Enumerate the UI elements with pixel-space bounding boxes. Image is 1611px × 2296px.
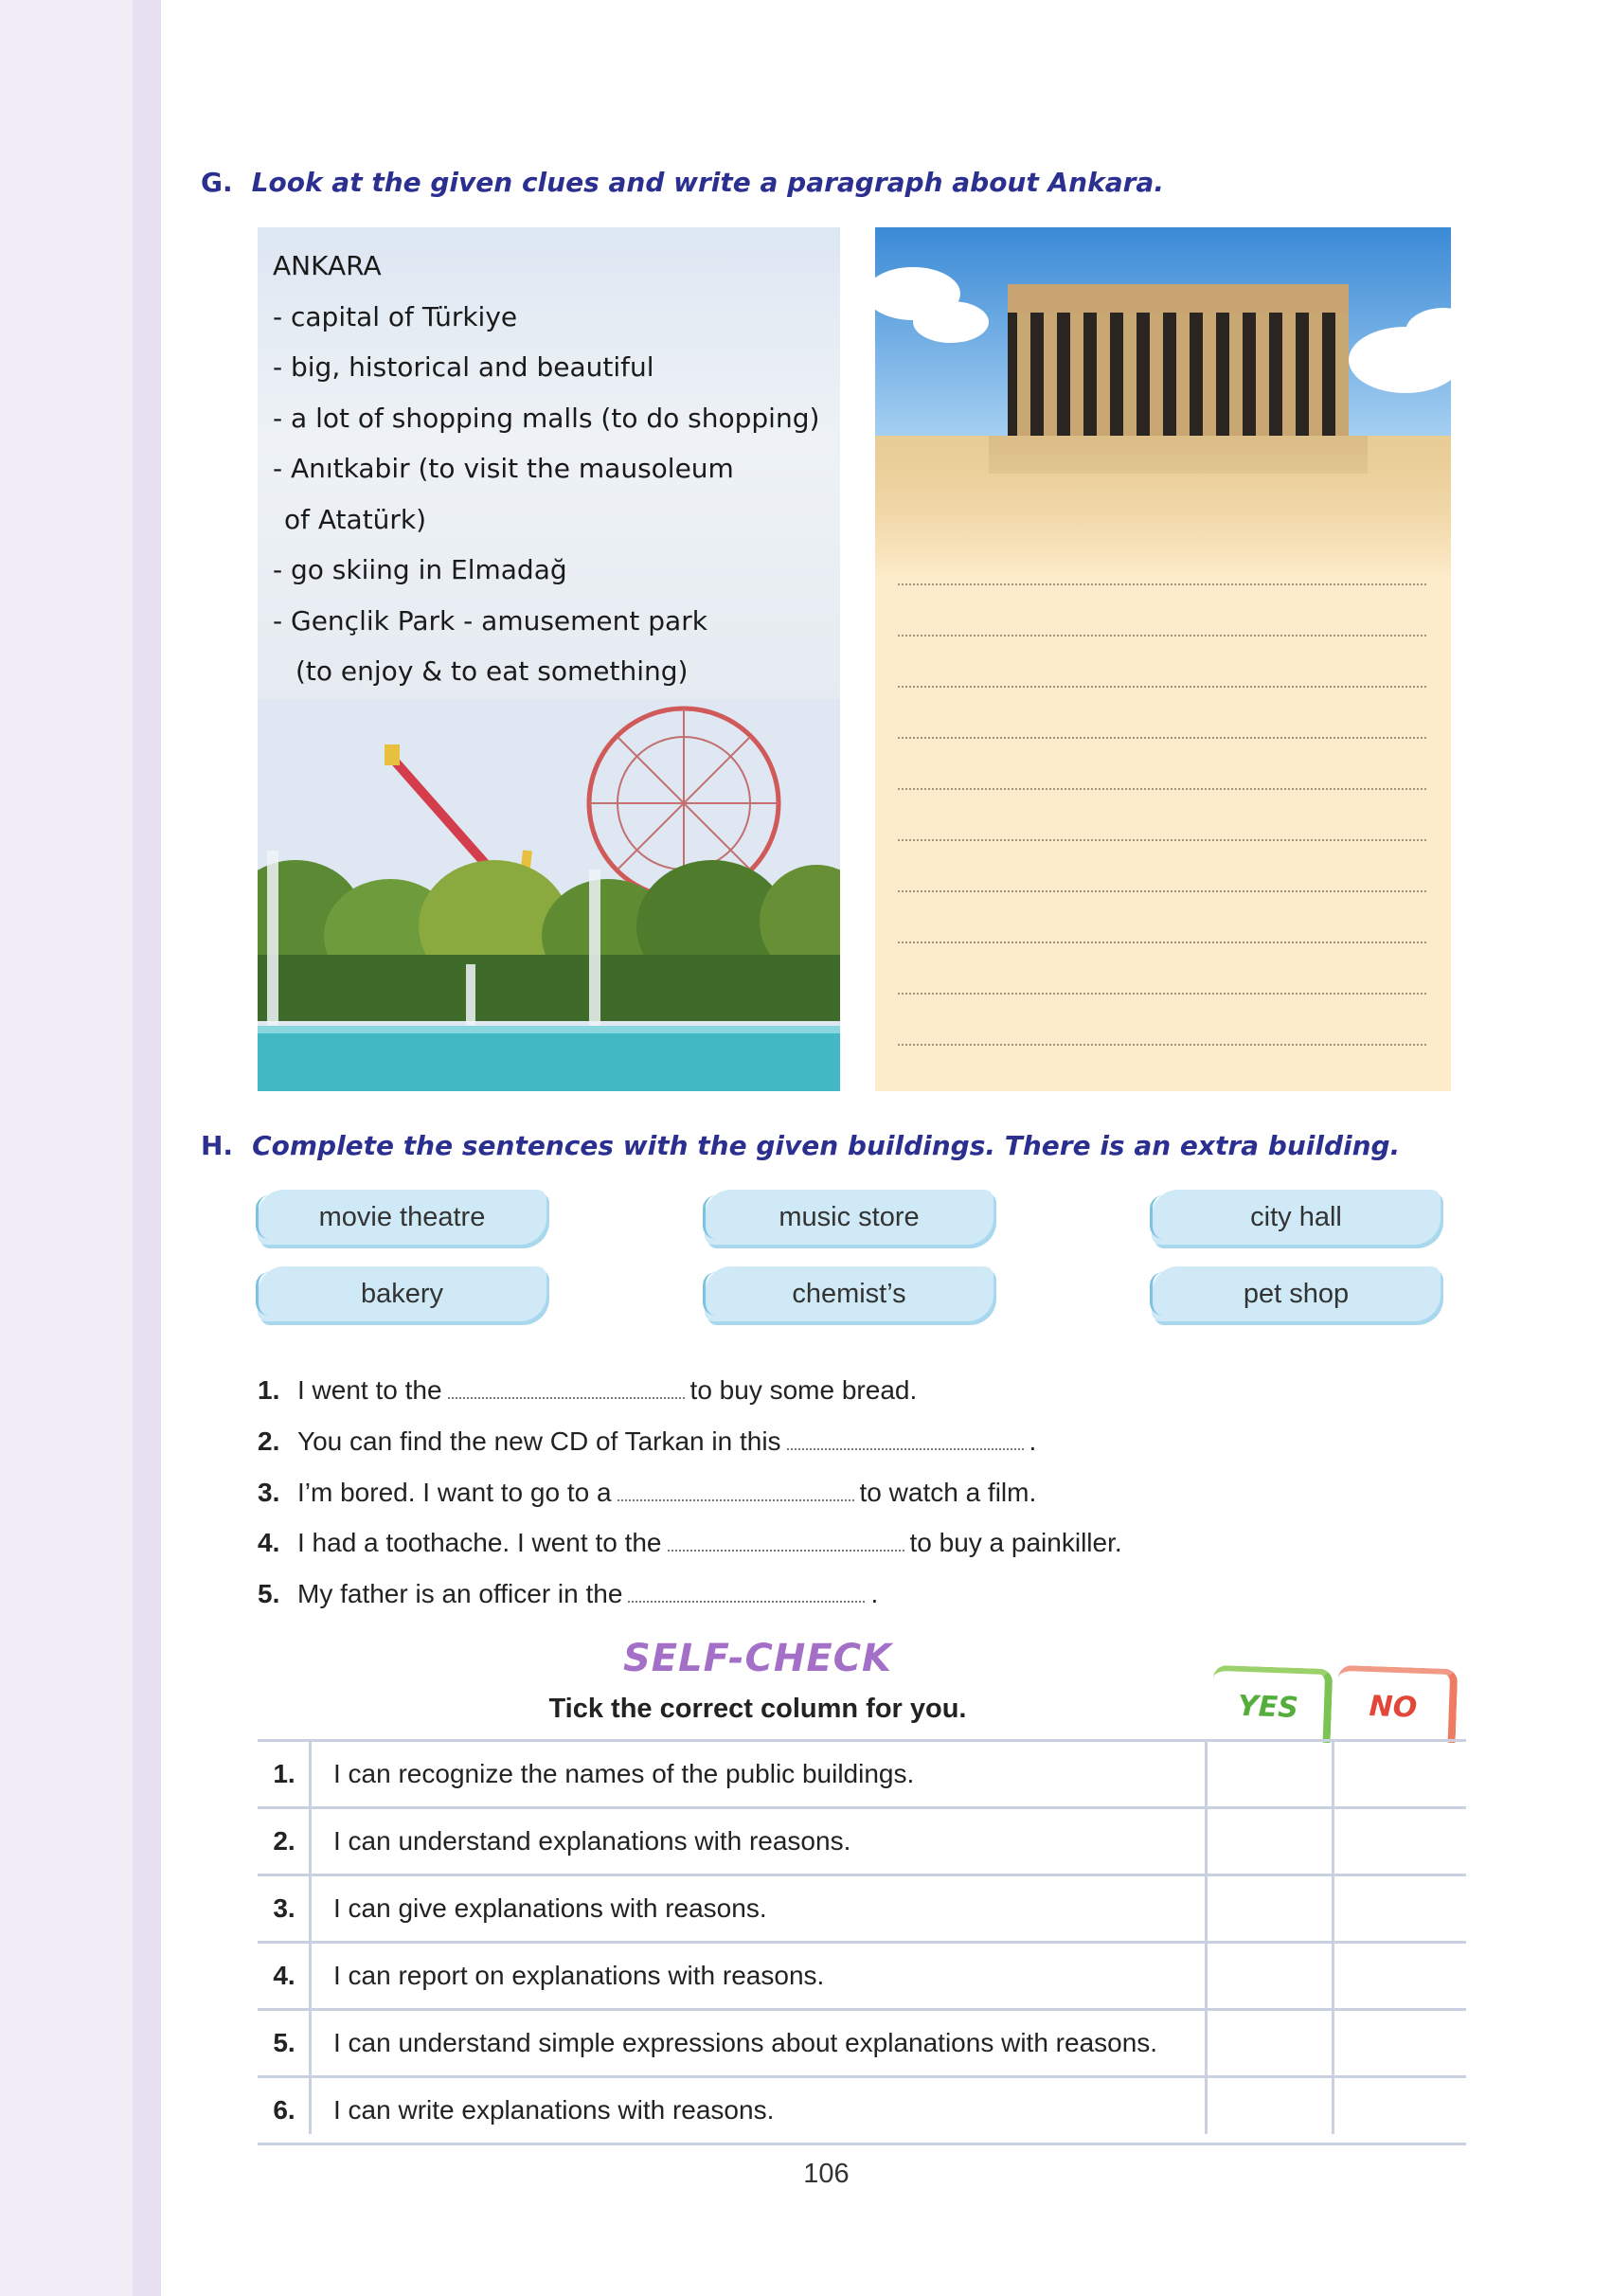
- sentence-text: I went to the: [297, 1375, 442, 1405]
- row-statement: I can give explanations with reasons.: [333, 1893, 767, 1923]
- table-row: [258, 1874, 1466, 1941]
- writing-area: [875, 227, 1451, 1091]
- table-row: [258, 1806, 1466, 1874]
- sentence-number: 3.: [258, 1478, 280, 1507]
- row-statement: I can understand explanations with reasons.: [333, 1826, 851, 1856]
- row-statement: I can recognize the names of the public buildings.: [333, 1759, 915, 1788]
- self-check-table: [258, 1739, 1466, 2145]
- row-number: 5.: [273, 2028, 295, 2057]
- word-chip: bakery: [258, 1266, 546, 1321]
- row-number: 6.: [273, 2095, 295, 2125]
- word-chip: chemist’s: [705, 1266, 993, 1321]
- clue-item: - Gençlik Park - amusement park: [273, 604, 707, 637]
- sentence-text: .: [1029, 1426, 1037, 1456]
- sentence-text: My father is an officer in the: [297, 1579, 623, 1608]
- clue-item: - go skiing in Elmadağ: [273, 554, 567, 585]
- yes-column[interactable]: [1205, 1739, 1208, 2134]
- row-number: 3.: [273, 1893, 295, 1923]
- word-chip: pet shop: [1152, 1266, 1441, 1321]
- clue-item: - big, historical and beautiful: [273, 351, 654, 383]
- page-margin-band: [133, 0, 161, 2296]
- row-statement: I can write explanations with reasons.: [333, 2095, 775, 2125]
- row-number: 2.: [273, 1826, 295, 1856]
- sentence-item: [258, 1478, 1036, 1508]
- writing-line[interactable]: [898, 635, 1426, 637]
- self-check-subtitle: Tick the correct column for you.: [548, 1694, 967, 1724]
- sentence-number: 5.: [258, 1579, 280, 1608]
- writing-line[interactable]: [898, 993, 1426, 995]
- sentence-text: to buy a painkiller.: [909, 1528, 1122, 1557]
- section-g-heading: [201, 167, 1164, 198]
- writing-line[interactable]: [898, 583, 1426, 585]
- row-number: 4.: [273, 1961, 295, 1990]
- section-g-instruction: Look at the given clues and write a paragraph about Ankara.: [251, 167, 1164, 198]
- answer-blank[interactable]: [618, 1482, 854, 1501]
- row-number: 1.: [273, 1759, 295, 1788]
- writing-line[interactable]: [898, 1044, 1426, 1046]
- answer-blank[interactable]: [787, 1431, 1024, 1450]
- word-chip: city hall: [1152, 1190, 1441, 1245]
- section-h-letter: H.: [201, 1130, 234, 1161]
- no-column[interactable]: [1332, 1739, 1334, 2134]
- self-check-title: SELF-CHECK: [622, 1637, 893, 1680]
- clue-item: of Atatürk): [284, 503, 427, 535]
- answer-blank[interactable]: [448, 1380, 685, 1399]
- sentence-text: I’m bored. I want to go to a: [297, 1478, 612, 1507]
- anitkabir-photo: [875, 227, 1451, 578]
- sentence-item: [258, 1426, 1036, 1457]
- sentence-item: [258, 1579, 878, 1609]
- word-chip: movie theatre: [258, 1190, 546, 1245]
- no-column-tab: NO: [1336, 1665, 1459, 1743]
- sentence-text: to watch a film.: [859, 1478, 1037, 1507]
- sentence-item: [258, 1528, 1122, 1558]
- writing-line[interactable]: [898, 686, 1426, 688]
- clue-title: ANKARA: [273, 250, 382, 281]
- sentence-text: You can find the new CD of Tarkan in this: [297, 1426, 781, 1456]
- row-statement: I can report on explanations with reasons.: [333, 1961, 825, 1990]
- writing-line[interactable]: [898, 737, 1426, 739]
- row-statement: I can understand simple expressions about explanations with reasons.: [333, 2028, 1158, 2057]
- table-row: [258, 2075, 1466, 2145]
- writing-line[interactable]: [898, 890, 1426, 892]
- ankara-clue-card: [258, 227, 840, 1091]
- section-g-letter: G.: [201, 167, 233, 198]
- clue-list: [273, 241, 819, 697]
- page-margin: [0, 0, 133, 2296]
- word-chip: music store: [705, 1190, 993, 1245]
- sentence-item: [258, 1375, 917, 1406]
- sentence-number: 1.: [258, 1375, 280, 1405]
- clue-item: - capital of Türkiye: [273, 300, 518, 332]
- clue-item: - Anıtkabir (to visit the mausoleum: [273, 453, 734, 484]
- writing-line[interactable]: [898, 839, 1426, 841]
- answer-blank[interactable]: [668, 1533, 904, 1552]
- amusement-park-photo: [258, 699, 840, 1091]
- writing-line[interactable]: [898, 942, 1426, 943]
- clue-item: - a lot of shopping malls (to do shopping): [273, 402, 820, 434]
- table-row: [258, 1739, 1466, 1806]
- sentence-text: .: [870, 1579, 879, 1608]
- section-h-heading: [201, 1130, 1400, 1161]
- writing-line[interactable]: [898, 788, 1426, 790]
- sentence-text: I had a toothache. I went to the: [297, 1528, 662, 1557]
- sentence-number: 2.: [258, 1426, 280, 1456]
- table-divider: [309, 1739, 312, 2134]
- page-number: 106: [803, 2159, 850, 2189]
- clue-item: (to enjoy & to eat something): [295, 655, 689, 687]
- table-row: [258, 1941, 1466, 2008]
- sentence-number: 4.: [258, 1528, 280, 1557]
- sentence-text: to buy some bread.: [689, 1375, 918, 1405]
- answer-blank[interactable]: [628, 1584, 865, 1603]
- table-row: [258, 2008, 1466, 2075]
- yes-column-tab: YES: [1211, 1665, 1334, 1743]
- section-h-instruction: Complete the sentences with the given buildings. There is an extra building.: [252, 1130, 1401, 1161]
